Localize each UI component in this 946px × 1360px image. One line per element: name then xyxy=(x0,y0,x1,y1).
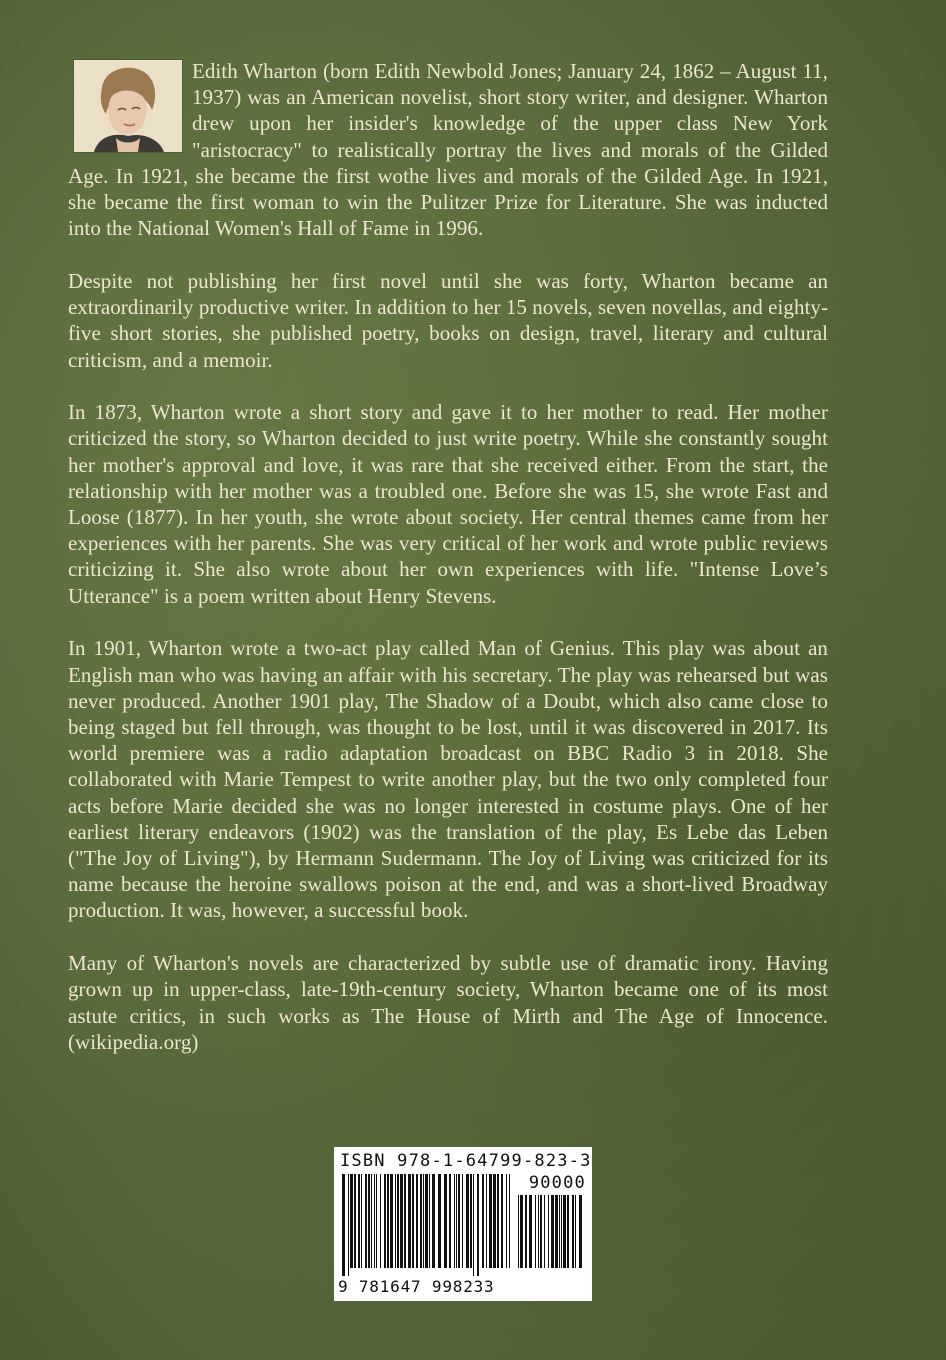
author-portrait xyxy=(74,60,182,152)
barcode-bar xyxy=(348,1174,349,1276)
barcode-bar xyxy=(561,1195,562,1268)
barcode-bar xyxy=(365,1174,367,1268)
barcode-bar xyxy=(525,1195,527,1268)
barcode-bar xyxy=(575,1195,576,1268)
barcode-bar xyxy=(559,1195,560,1268)
barcode-bar xyxy=(535,1195,536,1268)
barcode-bar xyxy=(429,1174,430,1268)
barcode-bar xyxy=(520,1195,523,1268)
barcode-bar xyxy=(432,1174,435,1268)
barcode-bar xyxy=(473,1174,474,1276)
price-code: 90000 xyxy=(528,1173,586,1193)
barcode-bar xyxy=(420,1174,422,1268)
barcode-bar xyxy=(397,1174,399,1268)
barcode-bar xyxy=(551,1195,554,1268)
barcode-bar xyxy=(438,1174,441,1268)
barcode-bar xyxy=(501,1174,503,1268)
barcode-bar xyxy=(482,1174,484,1268)
barcode-bar xyxy=(449,1174,451,1268)
barcode-bar xyxy=(374,1174,375,1268)
barcode-bar xyxy=(416,1174,418,1268)
barcode-bar xyxy=(395,1174,396,1268)
barcode-bar xyxy=(444,1174,447,1268)
paragraph-3: In 1873, Wharton wrote a short story and gave it to her mother to read. Her mother criticized the story, so Wharton decided to just write poetry. While she constantly sought her mother's approval and love, it was rare that she received either. From the start, the relationship with her mother was a troubled one. Before she was 15, she wrote Fast and Loose (1877). In her youth, she wrote about society. Her central themes came from her experiences with her parents. She was very critical of her work and wrote public reviews criticizing it. She also wrote about her own experiences with life. "Intense Love’s Utterance" is a poem written about Henry Stevens. xyxy=(68,400,828,608)
barcode-bar xyxy=(380,1174,381,1268)
barcode-bar xyxy=(470,1174,472,1268)
barcode-bar xyxy=(368,1174,370,1268)
barcode-bar xyxy=(342,1174,345,1276)
barcode-bar xyxy=(548,1195,549,1268)
isbn-barcode xyxy=(334,1147,592,1301)
barcode-bar xyxy=(400,1174,403,1268)
barcode-bar xyxy=(376,1174,377,1268)
barcode-bar xyxy=(497,1174,499,1268)
barcode-bar xyxy=(425,1174,428,1268)
barcode-bar xyxy=(572,1195,574,1268)
barcode-bar xyxy=(538,1195,539,1268)
paragraph-5: Many of Wharton's novels are characterized by subtle use of dramatic irony. Having grown up in upper-class, late-19th-century society, Wharton became one of its most astute critics, in such works as The House of Mirth and The Age of Innocence. (wikipedia.org) xyxy=(68,951,828,1054)
barcode-bar xyxy=(458,1174,460,1268)
barcode-bar xyxy=(518,1195,519,1268)
barcode-bar xyxy=(354,1174,356,1268)
barcode-bar xyxy=(489,1174,492,1268)
barcode-bar xyxy=(408,1174,411,1268)
barcode-bar xyxy=(462,1174,463,1268)
ean-digits: 9 781647 998233 xyxy=(338,1277,495,1296)
barcode-bar xyxy=(555,1195,558,1268)
barcode-bar xyxy=(506,1174,507,1268)
barcode-bar xyxy=(350,1174,353,1268)
barcode-bar xyxy=(567,1195,569,1268)
barcode-bar xyxy=(493,1174,496,1268)
barcode-bar xyxy=(456,1174,457,1268)
addon-barcode-bars xyxy=(518,1195,584,1276)
barcode-bar xyxy=(509,1174,510,1268)
barcode-bar xyxy=(486,1174,487,1268)
barcode-bar xyxy=(454,1174,455,1268)
paragraph-4: In 1901, Wharton wrote a two-act play called Man of Genius. This play was about an English man who was having an affair with his secretary. The play was rehearsed but was never produced. Another 1901 play, The Shadow of a Doubt, which also came close to being staged but fell through, was thought to be lost, until it was discovered in 2017. Its world premiere was a radio adaptation broadcast on BBC Radio 3 in 2018. She collaborated with Marie Tempest to write another play, but the two only completed four acts before Marie decided she was no longer interested in costume plays. One of her earliest literary endeavors (1902) was the translation of the play, Es Lebe das Leben ("The Joy of Living"), by Hermann Sudermann. The Joy of Living was criticized for its name because the heroine swallows poison at the end, and was a short-lived Broadway production. It was, however, a successful book. xyxy=(68,636,828,923)
isbn-label: ISBN 978-1-64799-823-3 xyxy=(340,1151,592,1171)
portrait-image xyxy=(74,60,182,152)
paragraph-2: Despite not publishing her first novel until she was forty, Wharton became an extraordinarily productive writer. In addition to her 15 novels, seven novellas, and eighty-five short stories, she published poetry, books on design, travel, literary and cultural criticism, and a memoir. xyxy=(68,268,828,372)
barcode-bar xyxy=(358,1174,360,1268)
paragraph-1: Edith Wharton (born Edith Newbold Jones; January 24, 1862 – August 11, 1937) was an American novelist, short story writer, and designer. Wharton drew upon her insider's knowledge of the upper class New York "aristocracy" to realistically portray the lives and morals of the Gilded Age. In 1921, she became the first wothe lives and morals of the Gilded Age. In 1921, she became the first woman to win the Pulitzer Prize for Literature. She was inducted into the National Women's Hall of Fame in 1996. xyxy=(68,59,828,241)
barcode-bar xyxy=(563,1195,566,1268)
barcode-bar xyxy=(529,1195,532,1268)
barcode-bar xyxy=(540,1195,542,1268)
ean-barcode-bars xyxy=(342,1174,512,1276)
barcode-bar xyxy=(544,1195,545,1268)
barcode-bar xyxy=(384,1174,386,1268)
barcode-bar xyxy=(387,1174,389,1268)
barcode-bar xyxy=(404,1174,406,1268)
barcode-bar xyxy=(412,1174,414,1268)
barcode-bar xyxy=(579,1195,582,1268)
barcode-bar xyxy=(477,1174,479,1276)
barcode-bar xyxy=(361,1174,362,1268)
description-text xyxy=(68,58,828,1081)
barcode-bar xyxy=(390,1174,393,1268)
barcode-bar xyxy=(466,1174,469,1268)
barcode-bar xyxy=(371,1174,372,1268)
barcode-bar xyxy=(423,1174,424,1268)
